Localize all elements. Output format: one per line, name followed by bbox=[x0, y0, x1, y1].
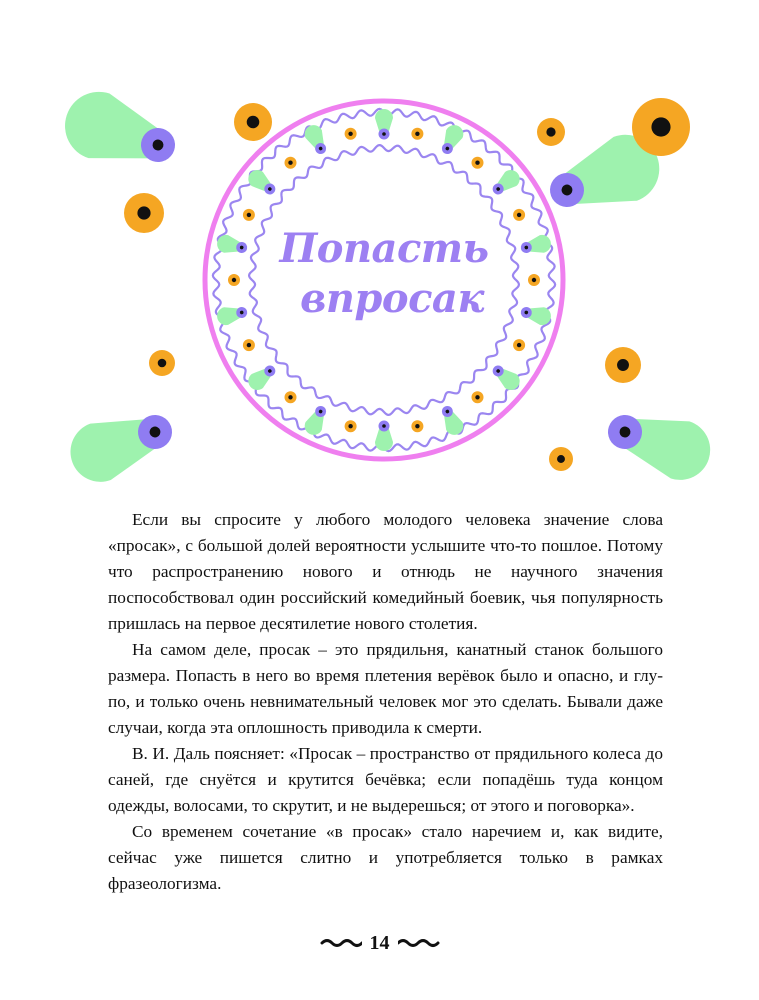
ring-cone-icon bbox=[375, 421, 393, 452]
cone-bottom-left-icon bbox=[62, 398, 181, 490]
cone-bottom-right-icon bbox=[600, 398, 718, 488]
ring-cone-icon bbox=[488, 166, 523, 199]
wave-ornament-right-icon bbox=[398, 937, 440, 949]
paragraph-4: Со временем сочетание «в просак» стало наречием и, как видите, сейчас уже пишется слитно и употребляется только в рамках фразеологизма. bbox=[108, 822, 663, 893]
page-number: 14 bbox=[369, 931, 390, 954]
cone-top-left-icon bbox=[56, 83, 184, 183]
title-line-1: Попасть bbox=[279, 225, 489, 272]
paragraph-3: В. И. Даль поясняет: «Просак – пространство от прядильного колеса до саней, где снуётся и крутится бечёвка; если попадёшь туда концом одежды, волосами, то скрутит, и не выдерешься; от этого и поговорка». bbox=[108, 744, 663, 815]
ring-cone-icon bbox=[215, 303, 249, 327]
ring-cone-icon bbox=[375, 109, 393, 140]
ring-cone-icon bbox=[302, 403, 331, 438]
page-footer bbox=[0, 928, 759, 958]
ring-cone-icon bbox=[245, 166, 280, 199]
paragraph-1: Если вы спросите у любого молодого человека значение слова «просак», с большой долей вероятности услышите что-то пошлое. Потому что распространению нового и отнюдь не научного значения поспособствовал один российский комедийный боевик, чья популярность пришлась на первое десятилетие нового столетия. bbox=[108, 510, 663, 633]
ring-cone-icon bbox=[519, 233, 553, 257]
ring-cone-icon bbox=[437, 122, 466, 157]
ring-cone-icon bbox=[488, 361, 523, 394]
ring-cone-icon bbox=[245, 361, 280, 394]
wave-ornament-left-icon bbox=[320, 937, 362, 949]
article-body bbox=[108, 507, 663, 897]
title-line-2: впросак bbox=[300, 275, 484, 322]
paragraph-2: На самом деле, просак – это прядильня, канатный станок большого размера. Попасть в него во время плетения верёвок было и опасно, и глупо, и только очень невнимательный человек мог это сделать. Бывали даже случаи, когда эта оплошность приводила к смерти. bbox=[108, 640, 663, 737]
